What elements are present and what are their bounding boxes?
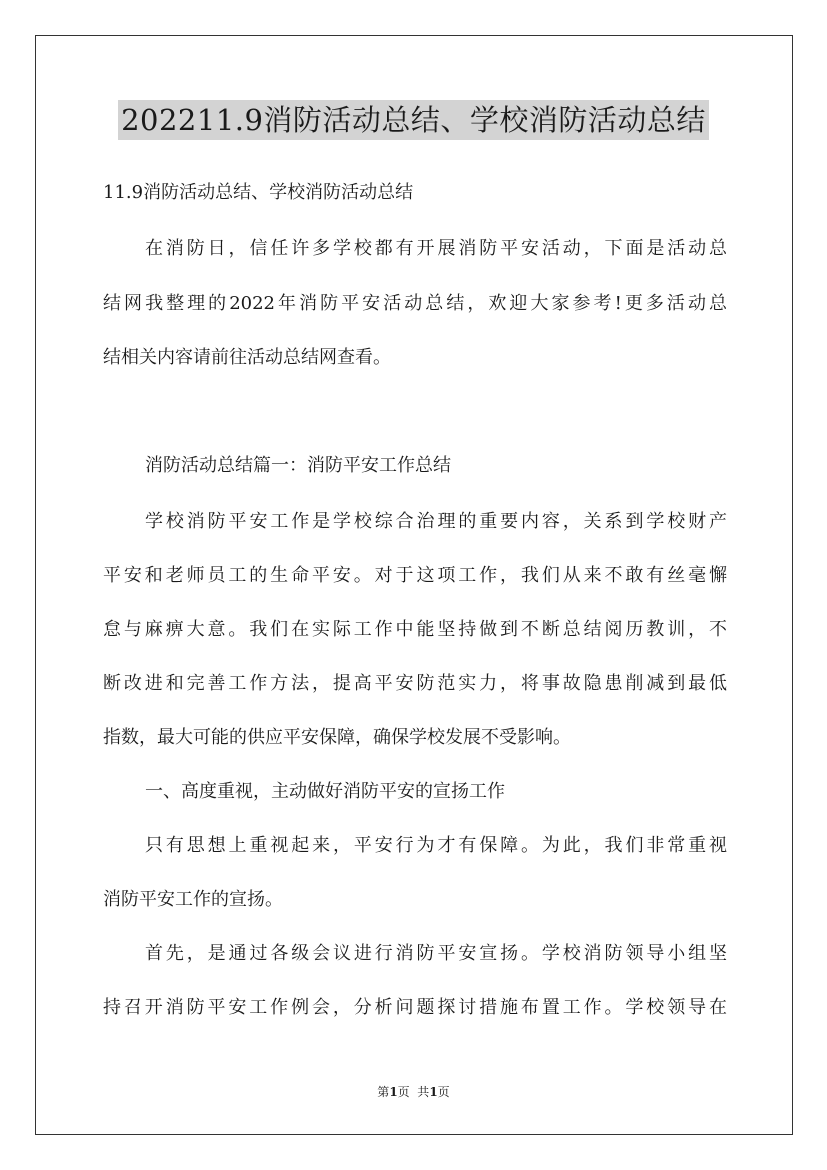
title-container [0, 100, 827, 140]
text-line: 平安和老师员工的生命平安。对于这项工作，我们从来不敢有丝毫懈 [103, 565, 727, 586]
section-heading: 消防活动总结篇一：消防平安工作总结 [145, 455, 451, 476]
text-line: 学校消防平安工作是学校综合治理的重要内容，关系到学校财产 [145, 511, 727, 532]
text-line: 在消防日，信任许多学校都有开展消防平安活动，下面是活动总 [145, 238, 727, 259]
text-line: 断改进和完善工作方法，提高平安防范实力，将事故隐患削减到最低 [103, 673, 727, 694]
text-line: 首先，是通过各级会议进行消防平安宣扬。学校消防领导小组坚 [145, 943, 727, 964]
text-line: 只有思想上重视起来，平安行为才有保障。为此，我们非常重视 [145, 835, 727, 856]
text-line: 消防平安工作的宣扬。 [103, 889, 283, 910]
footer-page-prefix: 第 [377, 1085, 390, 1099]
document-title: 202211.9消防活动总结、学校消防活动总结 [118, 100, 709, 140]
text-line: 指数，最大可能的供应平安保障，确保学校发展不受影响。 [103, 727, 571, 748]
footer-page-suffix: 页 [437, 1085, 450, 1099]
text-line: 结相关内容请前往活动总结网查看。 [103, 347, 391, 368]
text-line: 结网我整理的2022年消防平安活动总结，欢迎大家参考!更多活动总 [103, 293, 727, 314]
text-line: 怠与麻痹大意。我们在实际工作中能坚持做到不断总结阅历教训，不 [103, 619, 727, 640]
subsection-heading: 一、高度重视，主动做好消防平安的宣扬工作 [145, 781, 505, 802]
footer-total-pages: 1 [429, 1085, 438, 1099]
page-footer [0, 1084, 827, 1100]
footer-page-mid: 页 共 [397, 1085, 430, 1099]
footer-current-page: 1 [389, 1085, 398, 1099]
document-subtitle: 11.9消防活动总结、学校消防活动总结 [103, 182, 414, 203]
text-line: 持召开消防平安工作例会，分析问题探讨措施布置工作。学校领导在 [103, 997, 727, 1018]
